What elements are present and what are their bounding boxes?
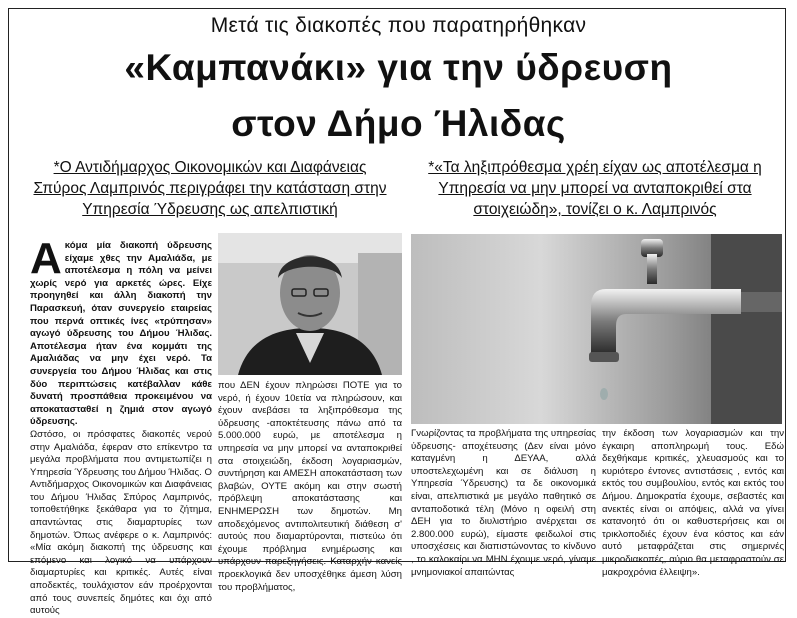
body-column-4: την έκδοση των λογαριασμών και την έγκαιρη αποπληρωμή τους. Εδώ δεχθήκαμε κριτικές, χλευασμούς και το κυριότερο έντονες αντιστάσεις , εντός και εκτός του συμβουλίου, εντός και εκτός του Δήμου. Δημοκρατία έχουμε, σεβαστές και ανεκτές είναι οι απόψεις, αλλά να γίνει κατανοητό ότι οι καθυστερήσεις και οι τρικλοποδιές έχουν ένα κόστος και εάν αυτό μεταφράζεται στις σημερινές μικροδιακοπές, αύριο θα μεταφραστούν σε μακροχρόνια έλλειψη». xyxy=(602,428,784,578)
body-column-1 xyxy=(30,234,212,618)
drop-cap: Α xyxy=(30,234,62,283)
lead-paragraph: κόμα μία διακοπή ύδρευσης είχαμε χθες την Αμαλιάδα, με αποτέλεσμα η πόλη να μείνει χωρίς νερό για αρκετές ώρες. Είχε προηγηθεί και άλλη διακοπή την Παρασκευή, όταν συνεργείο εταιρείας που περνά οπτικές ίνες «τρύπησαν» αγωγό ύδρευσης του Δήμου Ήλιδας. Αποτέλεσμα ήταν ένα κομμάτι της Αμαλιάδας να μην έχει νερό. Τα συνεργεία του Δήμου Ήλιδας και στις δύο περιπτώσεις κατέβαλλαν κάθε δυνατή προσπάθεια προκειμένου να αποκατασταθεί η ζημιά στον αγωγό ύδρευσης. xyxy=(30,240,212,428)
headline-line-1: «Καμπανάκι» για την ύδρευση xyxy=(124,47,673,88)
portrait-photo xyxy=(218,233,402,375)
body-column-3: Γνωρίζοντας τα προβλήματα της υπηρεσίας ύδρευσης- αποχέτευσης (Δεν είναι μόνο καταγμένη η ΔΕΥΑΑ, αλλά υποστελεχωμένη και σε διάλυση η Υπηρεσία Ύδρευσης) τα δε οικονομικά είναι, απελπιστικά με μεγάλο παθητικό σε ανταποδοτικά τέλη (Μόνο η οφειλή στη ΔΕΗ για το διυλιστήριο ανέρχεται σε 2.800.000 ευρώ), είμαστε φειδωλοί στις υποσχέσεις και διαπιστώνοντας το κίνδυνο , το καλοκαίρι να ΜΗΝ έχουμε νερό, γίναμε μνημονιακοί απαιτώντας xyxy=(411,428,596,578)
subhead-left: *Ο Αντιδήμαρχος Οικονομικών και Διαφάνειας Σπύρος Λαμπρινός περιγράφει την κατάσταση στην Υπηρεσία Ύδρευσης ως απελπιστική xyxy=(33,159,387,218)
headline-line-2: στον Δήμο Ήλιδας xyxy=(231,103,566,144)
body-column-2: που ΔΕΝ έχουν πληρώσει ΠΟΤΕ για το νερό, ή έχουν 10ετία να πληρώσουν, και έχουν ανεβάσει τα ληξιπρόθεσμα της ύδρευσης -αποκτέτευσης πάνω από τα 5.000.000 ευρώ, με αποτέλεσμα η υπηρεσία να μην μπορεί να ανταποκριθεί στα στοιχειώδη, έκδοση λογαριασμών, συντήρηση και ΑΜΕΣΗ αποκατάσταση των βλαβών, ΟΥΤΕ ακόμη και στην σωστή πρόβλεψη αποκατάστασης και ΕΝΗΜΕΡΩΣΗ των δημοτών. Μη αποδεχόμενος αντιπολιτευτική διάθεση σ' αυτούς που διαμαρτύρονται, πιστεύω ότι έχουμε πρόβλημα ενημέρωσης και υπάρχουν παρεξηγήσεις. Καταρχήν κανείς προεκλογικά δεν υποσχέθηκε άμεση λύση του προβλήματος, xyxy=(218,380,402,593)
subhead-right: *«Τα ληξιπρόθεσμα χρέη είχαν ως αποτέλεσμα η Υπηρεσία να μην μπορεί να ανταποκριθεί στα στοιχειώδη», τονίζει ο κ. Λαμπρινός xyxy=(428,159,762,218)
kicker: Μετά τις διακοπές που παρατηρήθηκαν xyxy=(210,14,587,37)
faucet-photo xyxy=(411,234,782,424)
body-paragraph: Ωστόσο, οι πρόσφατες διακοπές νερού στην Αμαλιάδα, έφεραν στο επίκεντρο τα μεγάλα προβλήματα που αντιμετωπίζει η Υπηρεσία Ύδρευσης του Δήμου Ήλιδας. Ο Αντιδήμαρχος Οικονομικών και Διαφάνειας του Δήμου Ήλιδας Σπύρος Λαμπρινός, τοποθετήθηκε ξεκάθαρα για το ζήτημα, απαντώντας στις διαμαρτυρίες των δημοτών. Όπως ανέφερε ο κ. Λαμπρινός: «Μία ακόμη διακοπή της ύδρευσης και επόμενο και λογικό να υπάρχουν διαμαρτυρίες και κριτικές. Αυτές είναι αποδεκτές, τουλάχιστον εάν προέρχονται από τους συνεπείς δημότες και όχι από αυτούς xyxy=(30,428,212,617)
